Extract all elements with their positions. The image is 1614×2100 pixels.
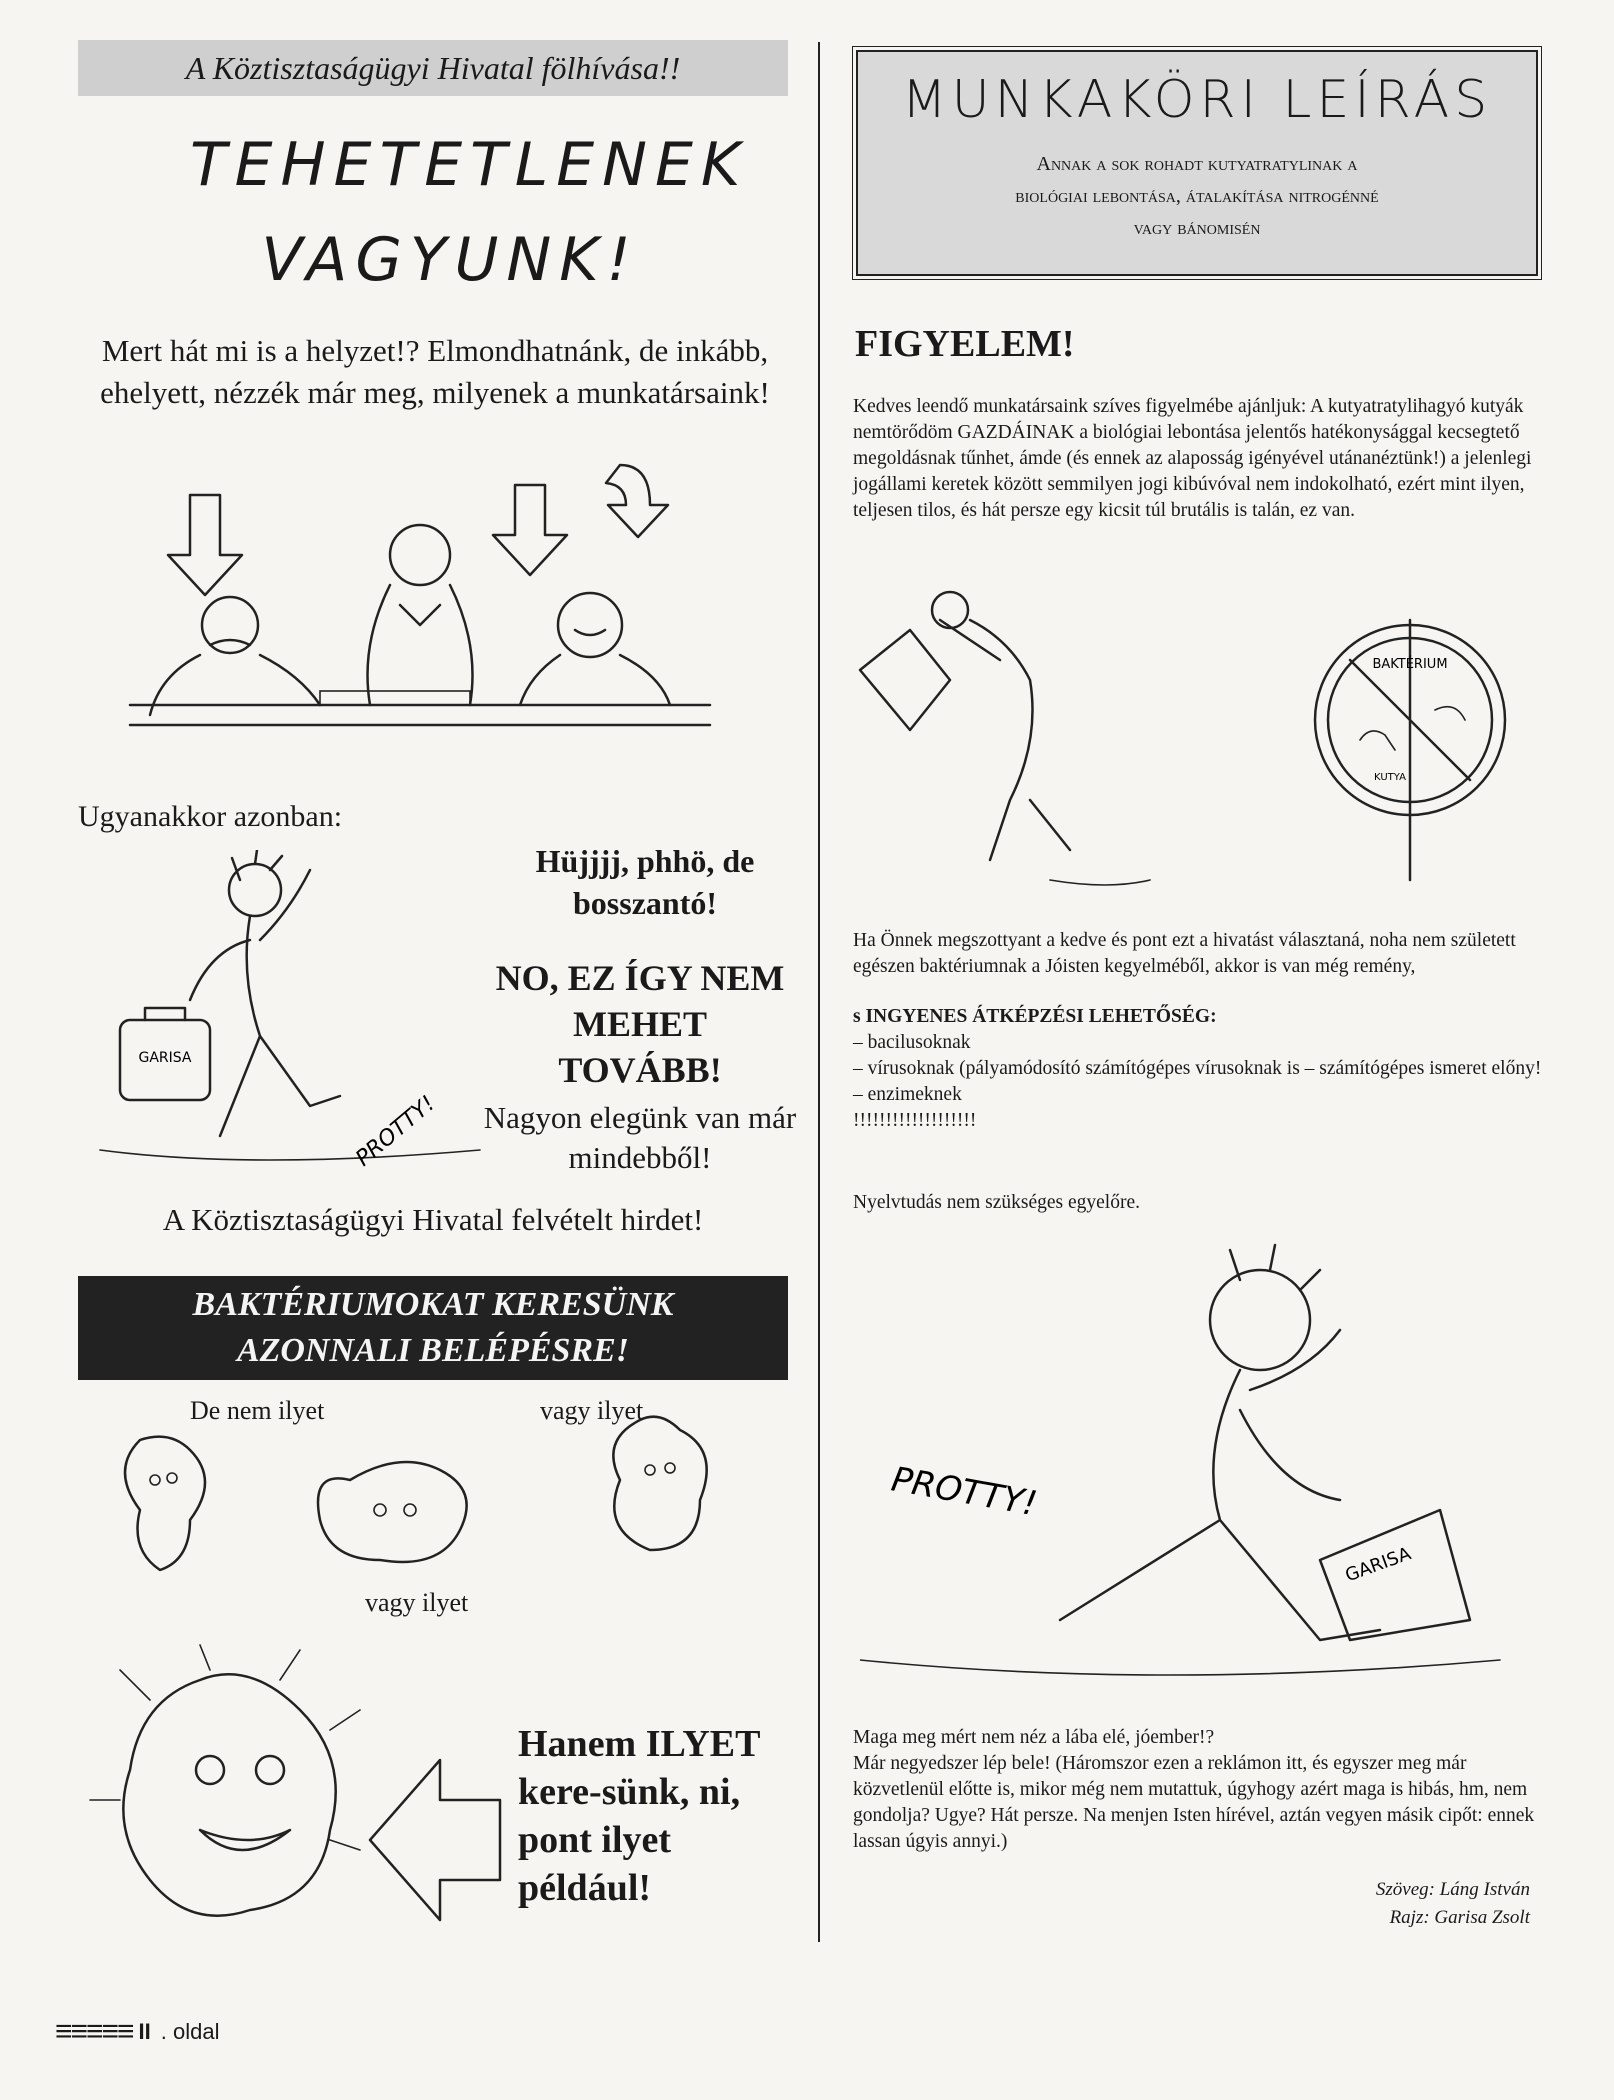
- wanted-banner-line1: BAKTÉRIUMOKAT KERESÜNK: [192, 1286, 674, 1323]
- hirdet-text: A Köztisztaságügyi Hivatal felvételt hirdet!: [162, 1202, 704, 1237]
- svg-text:GARISA: GARISA: [1342, 1543, 1414, 1587]
- list-title: s INGYENES ÁTKÉPZÉSI LEHETŐSÉG:: [853, 1006, 1217, 1027]
- no-ez-text: NO, EZ ÍGY NEM MEHET TOVÁBB!: [495, 958, 785, 1090]
- ugyanakkor-text: Ugyanakkor azonban:: [78, 800, 343, 833]
- job-desc-line3: vagy bánomisén: [1133, 217, 1261, 239]
- coworkers-illustration: [120, 455, 720, 755]
- page-number-suffix: II: [138, 2019, 151, 2044]
- svg-text:GARISA: GARISA: [138, 1050, 192, 1066]
- nagyon-text: Nagyon elegünk van már mindebből!: [483, 1100, 797, 1175]
- intro-text: Mert hát mi is a helyzet!? Elmondhatnánk, de inkább, ehelyett, nézzék már meg, milyenek a munkatársaink!: [100, 333, 770, 410]
- credit-text: Szöveg: Láng István: [1375, 1879, 1530, 1900]
- monster-bacterium-illustration: [80, 1640, 510, 1950]
- tally-marks-icon: ≡≡≡≡≡: [55, 2015, 133, 2048]
- closing-line1: Maga meg mért nem néz a lába elé, jóember!?: [853, 1727, 1215, 1748]
- big-stepping-man-illustration: [860, 1240, 1540, 1690]
- closing-paragraph: [853, 1725, 1543, 1855]
- down-arrow-icon: [493, 485, 567, 575]
- bacterium-icon: [318, 1462, 467, 1562]
- down-arrow-icon: [168, 495, 242, 595]
- language-note: Nyelvtudás nem szükséges egyelőre.: [853, 1192, 1140, 1213]
- stepping-man-illustration: [80, 850, 500, 1180]
- retraining-paragraph: Ha Önnek megszottyant a kedve és pont ezt a hivatást választaná, noha nem született egészen baktériumnak a Jóisten kegyelméből, akkor is van még remény,: [853, 930, 1516, 977]
- bag-icon: [1320, 1510, 1470, 1640]
- bacterium-icon: [125, 1437, 205, 1570]
- list-item: !!!!!!!!!!!!!!!!!!!: [853, 1110, 977, 1131]
- list-item: – vírusoknak (pályamódosító számítógépes vírusoknak is – számítógépes ismeret előny!: [853, 1058, 1542, 1079]
- svg-text:KUTYA: KUTYA: [1374, 772, 1406, 783]
- retraining-list: [853, 1004, 1543, 1134]
- bacterium-icon: [613, 1417, 706, 1550]
- list-item: – bacilusoknak: [853, 1032, 971, 1053]
- label-de-nem: De nem ilyet: [190, 1396, 325, 1425]
- wanted-banner: [78, 1276, 788, 1380]
- job-desc-line2: biológiai lebontása, átalakítása nitrogénné: [1015, 185, 1379, 207]
- closing-line2: Már negyedszer lép bele! (Háromszor ezen a reklámon itt, és egyszer meg már közvetlenül előtte is, mikor még nem mutattuk, úgyhogy azért maga is hibás, hm, nem gondolja? Ugye? Hát persze. Na menjen Isten hírével, aztán vegyen másik cipőt: ennek lassan úgyis annyi.): [853, 1753, 1535, 1852]
- svg-text:PROTTY!: PROTTY!: [888, 1459, 1040, 1525]
- headline-line2: VAGYUNK!: [261, 225, 639, 295]
- credit-art: Rajz: Garisa Zsolt: [1389, 1907, 1530, 1928]
- job-title: MUNKAKÖRI LEÍRÁS: [901, 70, 1493, 130]
- hujjj-text: Hüjjjj, phhö, de bosszantó!: [535, 843, 755, 921]
- hanem-text: Hanem ILYET kere-sünk, ni, pont ilyet például!: [518, 1723, 760, 1909]
- figyelem-heading: FIGYELEM!: [855, 323, 1075, 365]
- left-arrow-icon: [370, 1760, 500, 1920]
- prohibition-illustration: [850, 580, 1540, 900]
- wanted-banner-line2: AZONNALI BELÉPÉSRE!: [236, 1332, 630, 1369]
- column-divider: [818, 42, 820, 1942]
- job-desc: [858, 148, 1536, 244]
- svg-text:PROTTY!: PROTTY!: [351, 1091, 441, 1172]
- label-vagy-1: vagy ilyet: [540, 1396, 644, 1425]
- top-banner: A Köztisztaságügyi Hivatal fölhívása!!: [78, 40, 788, 96]
- page-label: . oldal: [160, 2019, 220, 2044]
- list-item: – enzimeknek: [853, 1084, 962, 1105]
- headline-line1: TEHETETLENEK: [190, 130, 749, 200]
- small-bacteria-illustration: [80, 1400, 780, 1600]
- credits: [1200, 1876, 1530, 1932]
- warning-paragraph: Kedves leendő munkatársaink szíves figyelmébe ajánljuk: A kutyatratylihagyó kutyák nemtörődöm GAZDÁINAK a biológiai lebontása jelentős hatékonysággal kecsegtető megoldásnak tűnhet, ámde (és ennek az alaposság igényével utánanéztünk!) a jelenlegi jogállami keretek között semmilyen jogi kibúvóval nem indokolható, ezért mint ilyen, teljesen tilos, és hát persze egy kicsit túl brutális is talán, ez van.: [853, 396, 1532, 521]
- svg-text:BAKTÉRIUM: BAKTÉRIUM: [1372, 657, 1448, 672]
- curved-arrow-icon: [606, 465, 668, 537]
- job-desc-line1: Annak a sok rohadt kutyatratylinak a: [1036, 153, 1358, 175]
- job-description-box: [856, 50, 1538, 276]
- page-footer: [55, 2015, 219, 2049]
- label-vagy-2: vagy ilyet: [365, 1588, 469, 1617]
- bag-icon: [860, 630, 950, 730]
